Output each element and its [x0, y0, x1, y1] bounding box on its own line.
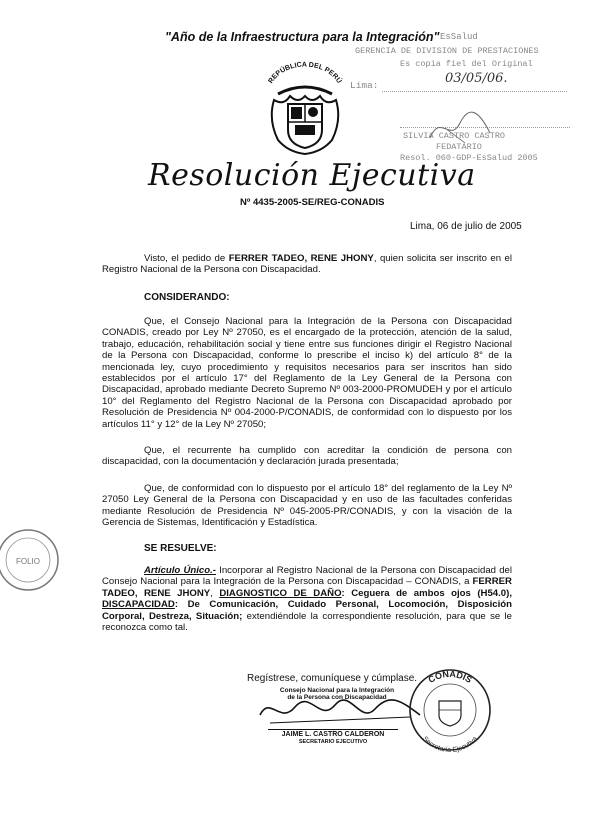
- fedatario-signature-scribble: [425, 108, 495, 148]
- year-motto: "Año de la Infraestructura para la Integración": [165, 30, 440, 44]
- visto-paragraph: Visto, el pedido de FERRER TADEO, RENE JHONY, quien solicita ser inscrito en el Registro Nacional de la Persona con Discapacidad.: [102, 253, 512, 276]
- stamp-lima-label: Lima:: [350, 80, 379, 91]
- stamp-date-line: [382, 91, 567, 92]
- signatory-name: JAIME L. CASTRO CALDERON: [281, 731, 385, 738]
- coat-of-arms: [264, 60, 346, 160]
- closing-formula: Regístrese, comuníquese y cúmplase.: [247, 673, 418, 684]
- resolution-number: Nº 4435-2005-SE/REG-CONADIS: [240, 197, 385, 208]
- stamp-fedatario-title: FEDATARIO: [436, 142, 482, 152]
- essalud-stamp: EsSalud: [440, 32, 478, 42]
- svg-text:FOLIO: FOLIO: [15, 557, 41, 566]
- stamp-gerencia: GERENCIA DE DIVISION DE PRESTACIONES: [355, 46, 539, 56]
- signature-line: [268, 729, 398, 730]
- handwritten-signature: [250, 695, 425, 730]
- peru-seal-icon: [264, 60, 346, 160]
- svg-text:REPÚBLICA DEL PERÚ: REPÚBLICA DEL PERÚ: [267, 61, 343, 85]
- signatory-title: SECRETARIO EJECUTIVO: [298, 739, 368, 745]
- svg-text:CONADIS: CONADIS: [426, 668, 474, 685]
- stamp-fedatario-name: SILVIA CASTRO CASTRO: [403, 131, 506, 141]
- stamp-copia: Es copia fiel del Original: [400, 59, 533, 69]
- document-title: Resolución Ejecutiva: [148, 158, 476, 193]
- stamp-resol: Resol. 060-GDP-EsSalud 2005: [400, 153, 538, 163]
- resuelve-heading: SE RESUELVE:: [144, 543, 217, 554]
- articulo-unico-paragraph: Artículo Único.- Incorporar al Registro Nacional de la Persona con Discapacidad del Consejo Nacional para la Integración de la Persona con Discapacidad – CONADIS, a FERRER TADEO, RENE JHONY, DIAGNOSTICO DE DAÑO: Ceguera de ambos ojos (H54.0), DISCAPACIDAD: De Comunicación, Cuidado Personal, Locomoción, Disposición Corporal, Destreza, Situación; extendiéndole la correspondiente resolución, para que se le reconozca como tal.: [102, 565, 513, 634]
- conadis-stamp: [405, 665, 495, 755]
- stamp-date: 03/05/06.: [445, 71, 508, 86]
- signature-org: Consejo Nacional para la Integración de la Persona con Discapacidad: [279, 687, 395, 701]
- considerando-paragraph-1: Que, el Consejo Nacional para la Integración de la Persona con Discapacidad CONADIS, creado por Ley Nº 27050, es el encargado de la protección, atención de la salud, trabajo, educación, rehabilitación social y tiene entre sus funciones dirigir el Registro Nacional de la Persona con Discapacidad, conforme lo prescribe el inciso k) del artículo 8° de la mencionada ley, cuyo procedimiento y requisitos necesarios para ser inscritos han sido establecidos por el artículo 17° del Reglamento de la Ley General de la Persona con Discapacidad, aprobado mediante Decreto Supremo Nº 003-2000-PROMUDEH y por el artículo 10° del Reglamento del Registro Nacional de la Persona con Discapacidad aprobado por Resolución de Presidencia Nº 004-2000-P/CONADIS, de conformidad con lo dispuesto por los artículos 11° y 12° de la Ley Nº 27050;: [102, 316, 512, 430]
- considerando-paragraph-3: Que, de conformidad con lo dispuesto por el artículo 18° del reglamento de la Ley Nº 27050 Ley General de la Persona con Discapacidad y en uso de las facultades conferidas mediante Resolución de Presidencia Nº 045-2005-PR/CONADIS, y con la visación de la Gerencia de Sistemas, Identificación y Estadística.: [102, 483, 512, 529]
- considerando-paragraph-2: Que, el recurrente ha cumplido con acreditar la condición de persona con discapacidad, con la documentación y declaración jurada presentada;: [102, 445, 512, 468]
- left-round-stamp: [0, 520, 70, 600]
- considerando-heading: CONSIDERANDO:: [144, 292, 230, 303]
- svg-text:Secretaría Ejecutiva: Secretaría Ejecutiva: [421, 735, 479, 755]
- place-date: Lima, 06 de julio de 2005: [410, 221, 522, 232]
